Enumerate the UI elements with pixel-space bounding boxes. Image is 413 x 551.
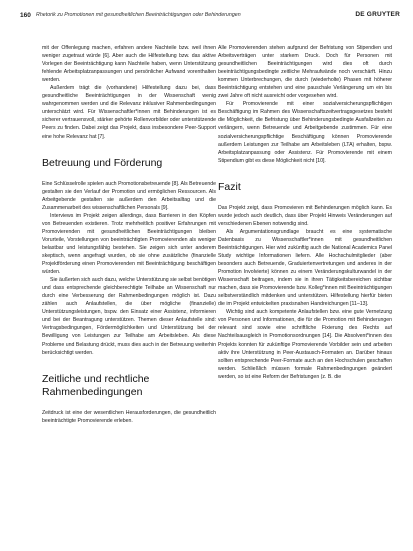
left-column (42, 44, 216, 425)
left-paragraph-4: Interviews im Projekt zeigen allerdings, dass Barrieren in den Köpfen von Betreuenden existieren. Trotz mehrheitlich positiver Erfahrungen mit Promovierenden mit gesundheitlichen Beeinträchtigungen bleiben Vorurteile, Vorstellungen von beeinträchtigten Promovierenden als weniger belastbar und leistungsfähig bestehen. Sie zeigen sich unter anderem skeptisch, wenn angefragt wurden, ob sie ohne zusätzliche (finanzielle Projektförderung einen Promovierenden mit Beeinträchtigung beschäftigen würden. (42, 212, 216, 276)
running-head-title: Rhetorik zu Promotionen mit gesundheitlichen Beeinträchtigungen oder Behinderungen (36, 12, 241, 18)
running-header (20, 12, 400, 24)
section-heading-fazit: Fazit (218, 180, 241, 193)
right-paragraph-2: Für Promovierende mit einer sozialversicherungspflichtigen Beschäftigung im Rahmen des Wissenschaftszeitvertragsgesetzes besteht die Möglichkeit, die Befristung über Behinderungsbedingte Ausfallzeiten zu verlängern, wenn Betreuende und Arbeitgebende zustimmen. Für eine sozialversicherungspflichtige Beschäftigung können Promovierende außerdem Leistungen zur Teilhabe am Arbeitsleben (LTA) erhalten, bspw. Arbeitsplatzanpassung oder Assistenz. Für Promovierende mit einem Stipendium gibt es diese Möglichkeit nicht [10]. (218, 101, 392, 164)
right-paragraph-3: Das Projekt zeigt, dass Promovieren mit Behinderungen möglich kann. Es wurde jedoch auch deutlich, dass über Projekt Hinweis Veränderungen auf verschiedenen Ebenen notwendig sind. (218, 204, 392, 227)
left-paragraph-1: mit der Offenlegung machen, erfahren andere Nachteile bzw. weil ihnen weniger zugetraut würde [6]. Aber auch die Hilfestellung bzw. das aktive Vorlegen der Beeinträchtigung kann Nachteile haben, wenn Unterstützung fehlende Arbeitsplatzanpassungen und persönlicher Aufwand vorenthalten werden. (42, 45, 216, 84)
right-paragraph-5: Wichtig sind auch kompetente Anlaufstellen bzw. eine gute Vernetzung von Personen und Informationen, die für die Promotion mit Behinderungen relevant sind sowie eine schriftliche Fixierung des Rechts auf Nachteilsausgleich in Promotionsordnungen [14]. Die Absolvent*innen des Projekts konnten für zukünftige Promovierende Vorbilder sein und arbeiten aktiv ihre Unterstützung in Peer-Austausch-Formaten an. Darüber hinaus sollten entsprechende Peer-Formate auch an den Hochschulen geschaffen werden. Schließlich müssen formale Rahmenbedingungen geändert werden, so ist eine Reform der Befristungen (z. B. die (218, 309, 392, 380)
section-heading-rahmenbedingungen: Zeitliche und rechtliche Rahmenbedingungen (42, 372, 150, 398)
left-paragraph-5: Sie äußerten sich auch dazu, welche Unterstützung sie selbst benötigen und dass entsprechende gleichberechtigte Teilhabe an Wissenschaft nur durch eine Verbesserung der Rahmenbedingungen möglich ist. Dazu zählen auch Anlaufstellen, die über mögliche (finanzielle) Unterstützungsleistungen, bspw. den Einsatz einer Assistenz, informieren und bei der Beantragung unterstützen. Themen dieser Anlaufstelle sind: Vertragsbedingungen, Fördermöglichkeiten und Unterstützung bei der Bewilligung von Leistungen zur Teilhabe am Arbeitsleben. Als diese Probleme und Belastung drückt, muss dies auch in der Betreuung weiterhin berücksichtigt werden. (42, 277, 216, 356)
left-paragraph-6: Zeitdruck ist eine der wesentlichen Herausforderungen, die gesundheitlich beeinträchtigte Promovierende erleben. (42, 409, 216, 424)
right-paragraph-1: Alle Promovierenden stehen aufgrund der Befristung von Stipendien und Arbeitsverträgen unter starkem Druck. Doch für Personen mit gesundheitlichen Beeinträchtigungen wird dies oft durch beeinträchtigungsbedingte zeitliche Mehraufwände noch verschärft. Hinzu kommen Unterbrechungen, die durch (wiederholte) Phasen mit höherer Beeinträchtigung entstehen und eine pauschale Verlängerung um ein bis zwei Jahre oft nicht ausreicht oder vorgesehen wird. (218, 45, 392, 100)
publisher-logo: DE GRUYTER (355, 11, 400, 18)
left-paragraph-2: Außerdem trägt die (vorhandene) Hilfestellung dazu bei, dass gesundheitliche Beeinträchtigungen in der Wissenschaft wenig wahrgenommen werden und die Relevanz inklusiver Rahmenbedingungen unterschätzt wird. Für Wissenschaftler*innen mit Behinderungen ist es sicherer vertrauensvoll, stärker gehörte Rollenvorbilder oder unterstützende Peers zu finden. Dabei zeigt das Projekt, dass insbesondere Peer-Support eine hohe Relevanz hat [7]. (42, 85, 216, 140)
right-column (218, 44, 392, 381)
section-heading-betreuung: Betreuung und Förderung (42, 156, 163, 169)
right-paragraph-4: Als Argumentationsgrundlage braucht es eine systematische Datenbasis zu Wissenschaftler*innen mit gesundheitlichen Beeinträchtigungen. Hier wird zukünftig auch die National Academics Panel Study wichtige Informationen liefern. Alle Hochschulmitglieder (aber besonders auch Betreuende, Graduiertenvertretungen und anderes in der Promotion Involvierte) können zu einem Veränderungskulturwandel in der Wissenschaft beitragen, indem sie in ihren Tätigkeitsbereichen sichtbar machen, dass sie Promovierende bzw. Kolleg*innen mit Beeinträchtigungen selbstverständlich mitdenken und unterstützen. Hilfestellung hierfür bieten die im Projekt entwickelten praxisnahen Handreichungen [11–13]. (218, 228, 392, 308)
page-number: 160 (20, 12, 31, 19)
left-paragraph-3: Eine Schlüsselrolle spielen auch Promotionsbetreuende [8]. Als Betreuende gestalten sie den Verlauf der Promotion und ermöglichen Ressourcen. Als Arbeitgebende gestalten sie außerdem den Arbeitsalltag und die Zusammenarbeit des wissenschaftlichen Personals [9]. (42, 180, 216, 211)
